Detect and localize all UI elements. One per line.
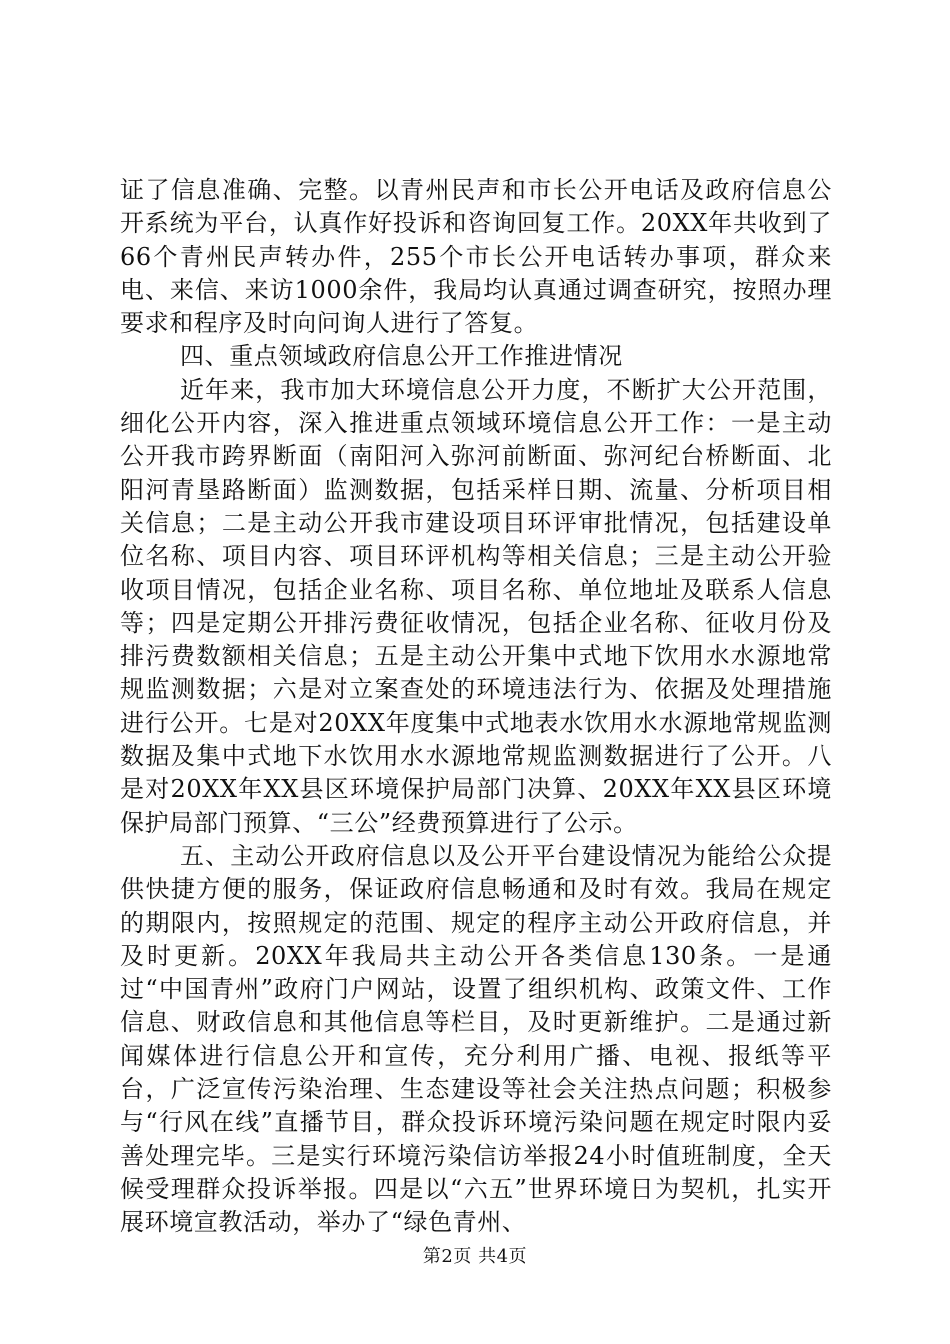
page-number: 第2页 共4页 — [422, 1246, 528, 1267]
paragraph-continuation: 证了信息准确、完整。以青州民声和市长公开电话及政府信息公开系统为平台，认真作好投诉和咨询回复工作。20XX年共收到了66个青州民声转办件，255个市长公开电话转办事项，群众来电、来信、来访1000余件，我局均认真通过调查研究，按照办理要求和程序及时向问询人进行了答复。 — [120, 176, 832, 338]
paragraph-section-5: 五、主动公开政府信息以及公开平台建设情况为能给公众提供快捷方便的服务，保证政府信息畅通和及时有效。我局在规定的期限内，按照规定的范围、规定的程序主动公开政府信息，并及时更新。20XX年我局共主动公开各类信息130条。一是通过“中国青州”政府门户网站，设置了组织机构、政策文件、工作信息、财政信息和其他信息等栏目，及时更新维护。二是通过新闻媒体进行信息公开和宣传，充分利用广播、电视、报纸等平台，广泛宣传污染治理、生态建设等社会关注热点问题；积极参与“行风在线”直播节目，群众投诉环境污染问题在规定时限内妥善处理完毕。三是实行环境污染信访举报24小时值班制度，全天候受理群众投诉举报。四是以“六五”世界环境日为契机，扎实开展环境宣教活动，举办了“绿色青州、 — [120, 841, 832, 1237]
section-heading-4: 四、重点领域政府信息公开工作推进情况 — [180, 342, 623, 371]
document-body — [120, 174, 832, 1240]
page-footer — [0, 1242, 950, 1268]
paragraph-section-4: 近年来，我市加大环境信息公开力度，不断扩大公开范围，细化公开内容，深入推进重点领域环境信息公开工作：一是主动公开我市跨界断面（南阳河入弥河前断面、弥河纪台桥断面、北阳河青垦路断面）监测数据，包括采样日期、流量、分析项目相关信息；二是主动公开我市建设项目环评审批情况，包括建设单位名称、项目内容、项目环评机构等相关信息；三是主动公开验收项目情况，包括企业名称、项目名称、单位地址及联系人信息等；四是定期公开排污费征收情况，包括企业名称、征收月份及排污费数额相关信息；五是主动公开集中式地下饮用水水源地常规监测数据；六是对立案查处的环境违法行为、依据及处理措施进行公开。七是对20XX年度集中式地表水饮用水水源地常规监测数据及集中式地下水饮用水水源地常规监测数据进行了公开。八是对20XX年XX县区环境保护局部门决算、20XX年XX县区环境保护局部门预算、“三公”经费预算进行了公示。 — [120, 375, 832, 837]
